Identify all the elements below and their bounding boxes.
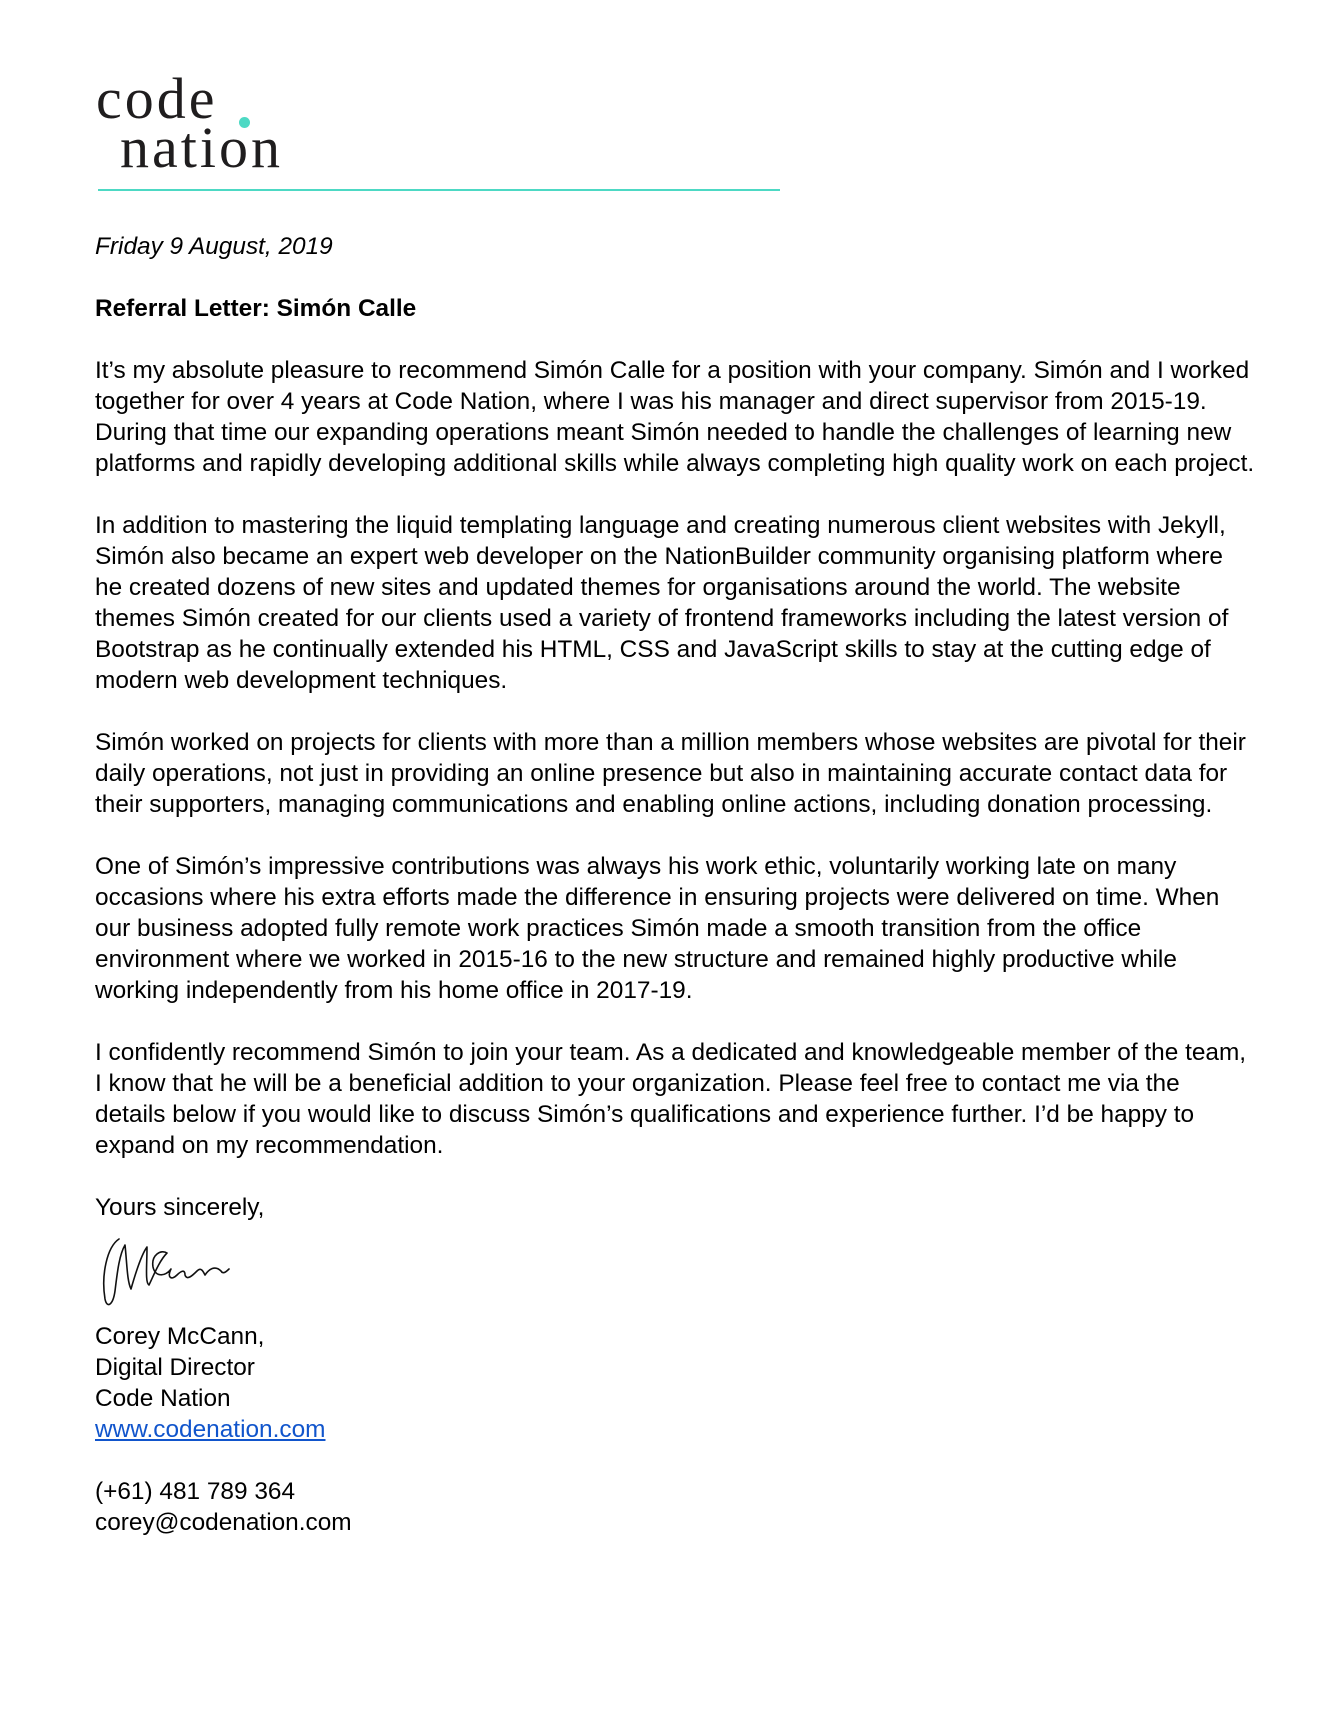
paragraph-clients: Simón worked on projects for clients with more than a million members whose websites are pivotal for their daily operations, not just in providing an online presence but also in maintaining accurate contact data for their supporters, managing communications and enabling online actions, including donation processing. <box>95 729 1246 818</box>
letter-date: Friday 9 August, 2019 <box>95 233 333 260</box>
header-divider <box>98 189 780 191</box>
letter-subject: Referral Letter: Simón Calle <box>95 295 417 322</box>
company-logo <box>96 66 336 186</box>
signer-name: Corey McCann, <box>95 1323 265 1350</box>
paragraph-skills: In addition to mastering the liquid templating language and creating numerous client websites with Jekyll, Simón also became an expert web developer on the NationBuilder community organising platform where he created dozens of new sites and updated themes for organisations around the world. The website themes Simón created for our clients used a variety of frontend frameworks including the latest version of Bootstrap as he continually extended his HTML, CSS and JavaScript skills to stay at the cutting edge of modern web development techniques. <box>95 512 1229 694</box>
closing-line: Yours sincerely, <box>95 1194 265 1221</box>
handwritten-signature <box>97 1225 247 1317</box>
signer-title: Digital Director <box>95 1354 255 1381</box>
paragraph-intro: It’s my absolute pleasure to recommend Simón Calle for a position with your company. Simón and I worked together for over 4 years at Code Nation, where I was his manager and direct supervisor from 2015-19. During that time our expanding operations meant Simón needed to handle the challenges of learning new platforms and rapidly developing additional skills while always completing high quality work on each project. <box>95 357 1255 477</box>
website-link[interactable]: www.codenation.com <box>95 1416 326 1443</box>
letter-body <box>95 231 1255 1538</box>
logo-line-code: code <box>96 66 218 131</box>
logo-line-nation: nation <box>120 115 283 180</box>
paragraph-recommendation: I confidently recommend Simón to join your team. As a dedicated and knowledgeable member of the team, I know that he will be a beneficial addition to your organization. Please feel free to contact me via the details below if you would like to discuss Simón’s qualifications and experience further. I’d be happy to expand on my recommendation. <box>95 1039 1247 1159</box>
paragraph-work-ethic: One of Simón’s impressive contributions was always his work ethic, voluntarily working late on many occasions where his extra efforts made the difference in ensuring projects were delivered on time. When our business adopted fully remote work practices Simón made a smooth transition from the office environment where we worked in 2015-16 to the new structure and remained highly productive while working independently from his home office in 2017-19. <box>95 853 1220 1004</box>
signer-phone: (+61) 481 789 364 <box>95 1478 296 1505</box>
signer-email: corey@codenation.com <box>95 1509 352 1536</box>
signer-company: Code Nation <box>95 1385 231 1412</box>
